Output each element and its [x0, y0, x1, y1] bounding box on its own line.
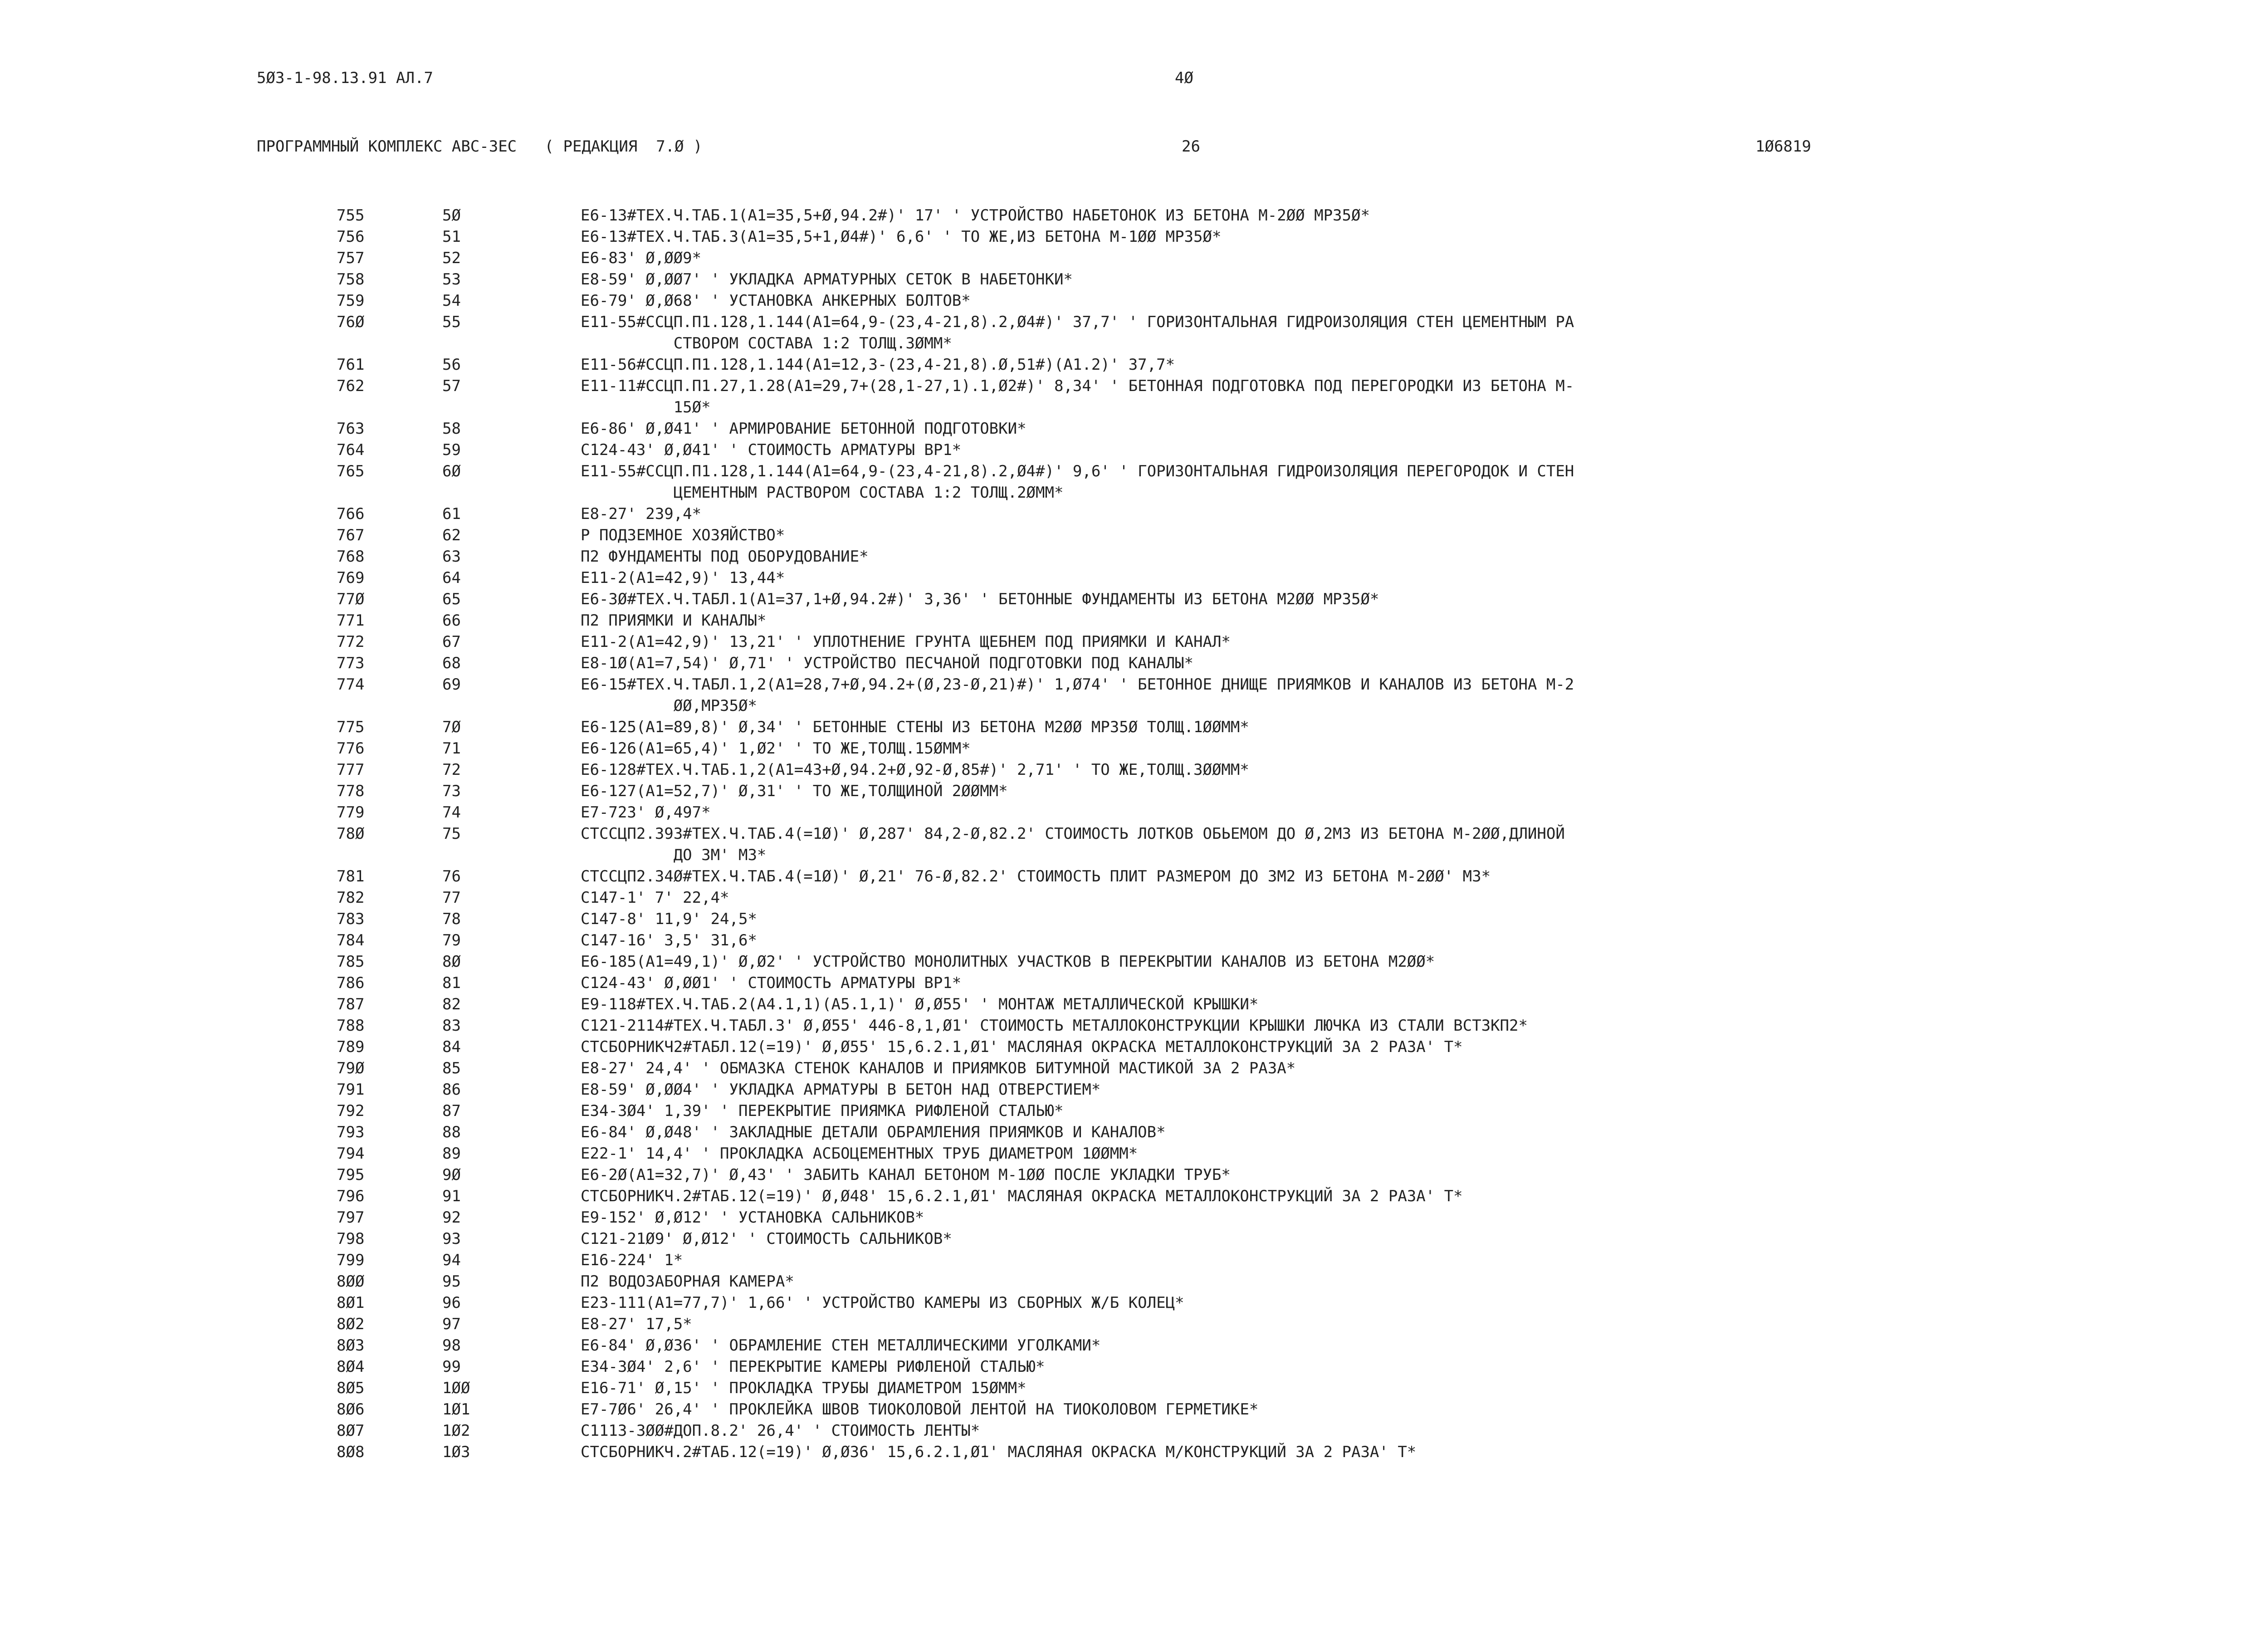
item-number: 65: [442, 590, 461, 608]
item-number: 94: [442, 1251, 461, 1269]
line-number: 762: [337, 377, 365, 395]
listing-row: [0, 738, 2268, 759]
estimate-entry-text: Е16-224' 1*: [581, 1251, 683, 1269]
estimate-entry-text: Е6-79' Ø,Ø68' ' УСТАНОВКА АНКЕРНЫХ БОЛТОВ*: [581, 292, 971, 310]
line-number: 796: [337, 1187, 365, 1205]
item-number: 95: [442, 1272, 461, 1291]
item-number: 78: [442, 910, 461, 928]
line-number: 789: [337, 1038, 365, 1056]
listing-row: [0, 269, 2268, 290]
line-number: 778: [337, 782, 365, 800]
line-number: 8Ø6: [337, 1400, 365, 1419]
listing-row: [0, 1164, 2268, 1186]
estimate-entry-text: Е6-15#ТЕХ.Ч.ТАБЛ.1,2(А1=28,7+Ø,94.2+(Ø,23-Ø,21)#)' 1,Ø74' ' БЕТОННОЕ ДНИЩЕ ПРИЯМКОВ И КАНАЛОВ ИЗ БЕТОНА М-2 ØØ,МРЗ5Ø*: [581, 675, 1574, 715]
listing-row: [0, 1058, 2268, 1079]
listing-row: [0, 781, 2268, 802]
listing-row: [0, 653, 2268, 674]
listing-row: [0, 546, 2268, 568]
line-number: 8ØØ: [337, 1272, 365, 1291]
line-number: 8Ø7: [337, 1422, 365, 1440]
estimate-entry-text: Е11-2(А1=42,9)' 13,44*: [581, 569, 785, 587]
line-number: 785: [337, 953, 365, 971]
listing-row: [0, 802, 2268, 823]
listing-row: [0, 1442, 2268, 1463]
line-number: 784: [337, 931, 365, 949]
item-number: 69: [442, 675, 461, 694]
line-number: 791: [337, 1081, 365, 1099]
item-number: 74: [442, 803, 461, 822]
estimate-entry-text: Е6-125(А1=89,8)' Ø,34' ' БЕТОННЫЕ СТЕНЫ ИЗ БЕТОНА М2ØØ МРЗ5Ø ТОЛЩ.1ØØММ*: [581, 718, 1249, 736]
estimate-entry-text: Е6-127(А1=52,7)' Ø,31' ' ТО ЖЕ,ТОЛЩИНОЙ 2ØØММ*: [581, 782, 1008, 800]
estimate-entry-text: Е11-56#ССЦП.П1.128,1.144(А1=12,3-(23,4-21,8).Ø,51#)(А1.2)' 37,7*: [581, 356, 1175, 374]
line-number: 79Ø: [337, 1059, 365, 1077]
listing-row: [0, 930, 2268, 951]
line-number: 759: [337, 292, 365, 310]
item-number: 9Ø: [442, 1166, 461, 1184]
listing-row: [0, 1271, 2268, 1292]
item-number: 5Ø: [442, 206, 461, 225]
item-number: 92: [442, 1208, 461, 1227]
item-number: 87: [442, 1102, 461, 1120]
estimate-entry-text: Е7-7Ø6' 26,4' ' ПРОКЛЕЙКА ШВОВ ТИОКОЛОВОЙ ЛЕНТОЙ НА ТИОКОЛОВОМ ГЕРМЕТИКЕ*: [581, 1400, 1259, 1419]
line-number: 795: [337, 1166, 365, 1184]
estimate-entry-text: П2 ФУНДАМЕНТЫ ПОД ОБОРУДОВАНИЕ*: [581, 548, 869, 566]
listing-row: [0, 1314, 2268, 1335]
item-number: 62: [442, 526, 461, 544]
line-number: 794: [337, 1145, 365, 1163]
line-number: 797: [337, 1208, 365, 1227]
estimate-entry-text: Е6-84' Ø,Ø48' ' ЗАКЛАДНЫЕ ДЕТАЛИ ОБРАМЛЕНИЯ ПРИЯМКОВ И КАНАЛОВ*: [581, 1123, 1166, 1141]
estimate-entry-text: Е6-13#ТЕХ.Ч.ТАБ.1(А1=35,5+Ø,94.2#)' 17' ' УСТРОЙСТВО НАБЕТОНОК ИЗ БЕТОНА М-2ØØ МРЗ5Ø*: [581, 206, 1370, 225]
listing-row: [0, 674, 2268, 717]
listing-row: [0, 1207, 2268, 1228]
line-number: 783: [337, 910, 365, 928]
estimate-entry-text: С124-43' Ø,Ø41' ' СТОИМОСТЬ АРМАТУРЫ ВР1*: [581, 441, 962, 459]
estimate-entry-text: Е11-55#ССЦП.П1.128,1.144(А1=64,9-(23,4-21,8).2,Ø4#)' 9,6' ' ГОРИЗОНТАЛЬНАЯ ГИДРОИЗОЛЯЦИЯ ПЕРЕГОРОДОК И СТЕН ЦЕМЕНТНЫМ РАСТВОРОМ СОСТАВА 1:2 ТОЛЩ.2ØММ*: [581, 462, 1574, 502]
item-number: 93: [442, 1230, 461, 1248]
listing-row: [0, 909, 2268, 930]
listing-row: [0, 717, 2268, 738]
estimate-entry-text: Р ПОДЗЕМНОЕ ХОЗЯЙСТВО*: [581, 526, 785, 544]
line-number: 766: [337, 505, 365, 523]
estimate-entry-text: Е34-3Ø4' 1,39' ' ПЕРЕКРЫТИЕ ПРИЯМКА РИФЛЕНОЙ СТАЛЬЮ*: [581, 1102, 1064, 1120]
listing-row: [0, 248, 2268, 269]
listing-rows: [0, 205, 2268, 1463]
estimate-entry-text: Е11-11#ССЦП.П1.27,1.28(А1=29,7+(28,1-27,1).1,Ø2#)' 8,34' ' БЕТОННАЯ ПОДГОТОВКА ПОД ПЕРЕГОРОДКИ ИЗ БЕТОНА М- 15Ø*: [581, 377, 1574, 416]
listing-row: [0, 1335, 2268, 1356]
estimate-entry-text: Е11-2(А1=42,9)' 13,21' ' УПЛОТНЕНИЕ ГРУНТА ЩЕБНЕМ ПОД ПРИЯМКИ И КАНАЛ*: [581, 633, 1231, 651]
item-number: 86: [442, 1081, 461, 1099]
line-number: 8Ø8: [337, 1443, 365, 1461]
line-number: 769: [337, 569, 365, 587]
listing-row: [0, 973, 2268, 994]
listing-row: [0, 1378, 2268, 1399]
listing-row: [0, 226, 2268, 248]
estimate-entry-text: Е6-13#ТЕХ.Ч.ТАБ.3(А1=35,5+1,Ø4#)' 6,6' ' ТО ЖЕ,ИЗ БЕТОНА М-1ØØ МРЗ5Ø*: [581, 228, 1222, 246]
item-number: 84: [442, 1038, 461, 1056]
estimate-entry-text: Е8-59' Ø,ØØ4' ' УКЛАДКА АРМАТУРЫ В БЕТОН НАД ОТВЕРСТИЕМ*: [581, 1081, 1101, 1099]
line-number: 8Ø2: [337, 1315, 365, 1333]
item-number: 97: [442, 1315, 461, 1333]
line-number: 772: [337, 633, 365, 651]
line-number: 764: [337, 441, 365, 459]
listing-row: [0, 376, 2268, 418]
item-number: 1ØØ: [442, 1379, 470, 1397]
listing-row: [0, 418, 2268, 440]
estimate-entry-text: Е8-1Ø(А1=7,54)' Ø,71' ' УСТРОЙСТВО ПЕСЧАНОЙ ПОДГОТОВКИ ПОД КАНАЛЫ*: [581, 654, 1194, 672]
item-number: 6Ø: [442, 462, 461, 480]
program-title: ПРОГРАММНЫЙ КОМПЛЕКС АВС-3ЕС ( РЕДАКЦИЯ 7.Ø ): [257, 137, 703, 156]
item-number: 1Ø2: [442, 1422, 470, 1440]
listing-row: [0, 1186, 2268, 1207]
line-number: 777: [337, 761, 365, 779]
item-number: 55: [442, 313, 461, 331]
item-number: 68: [442, 654, 461, 672]
estimate-entry-text: С1113-3ØØ#ДОП.8.2' 26,4' ' СТОИМОСТЬ ЛЕНТЫ*: [581, 1422, 980, 1440]
estimate-entry-text: С147-8' 11,9' 24,5*: [581, 910, 757, 928]
listing-row: [0, 1037, 2268, 1058]
item-number: 58: [442, 420, 461, 438]
line-number: 787: [337, 995, 365, 1013]
estimate-entry-text: Е6-86' Ø,Ø41' ' АРМИРОВАНИЕ БЕТОННОЙ ПОДГОТОВКИ*: [581, 420, 1026, 438]
page-number: 4Ø: [1175, 69, 1193, 87]
estimate-entry-text: СТСБОРНИКЧ.2#ТАБ.12(=19)' Ø,Ø36' 15,6.2.1,Ø1' МАСЛЯНАЯ ОКРАСКА М/КОНСТРУКЦИЙ ЗА 2 РАЗА' Т*: [581, 1443, 1417, 1461]
line-number: 781: [337, 867, 365, 886]
estimate-entry-text: Е6-2Ø(А1=32,7)' Ø,43' ' ЗАБИТЬ КАНАЛ БЕТОНОМ М-1ØØ ПОСЛЕ УКЛАДКИ ТРУБ*: [581, 1166, 1231, 1184]
listing-row: [0, 1399, 2268, 1420]
estimate-entry-text: Е6-185(А1=49,1)' Ø,Ø2' ' УСТРОЙСТВО МОНОЛИТНЫХ УЧАСТКОВ В ПЕРЕКРЫТИИ КАНАЛОВ ИЗ БЕТОНА М2ØØ*: [581, 953, 1435, 971]
estimate-entry-text: Е6-83' Ø,ØØ9*: [581, 249, 702, 267]
listing-row: [0, 290, 2268, 312]
estimate-entry-text: Е9-118#ТЕХ.Ч.ТАБ.2(А4.1,1)(А5.1,1)' Ø,Ø55' ' МОНТАЖ МЕТАЛЛИЧЕСКОЙ КРЫШКИ*: [581, 995, 1259, 1013]
estimate-entry-text: Е11-55#ССЦП.П1.128,1.144(А1=64,9-(23,4-21,8).2,Ø4#)' 37,7' ' ГОРИЗОНТАЛЬНАЯ ГИДРОИЗОЛЯЦИЯ СТЕН ЦЕМЕНТНЫМ РА СТВОРОМ СОСТАВА 1:2 ТОЛЩ.3ØММ*: [581, 313, 1574, 352]
item-number: 81: [442, 974, 461, 992]
estimate-entry-text: Е8-27' 17,5*: [581, 1315, 692, 1333]
listing-row: [0, 1122, 2268, 1143]
item-number: 96: [442, 1294, 461, 1312]
line-number: 8Ø1: [337, 1294, 365, 1312]
line-number: 8Ø4: [337, 1358, 365, 1376]
listing-row: [0, 1250, 2268, 1271]
item-number: 56: [442, 356, 461, 374]
item-number: 61: [442, 505, 461, 523]
item-number: 89: [442, 1145, 461, 1163]
listing-row: [0, 823, 2268, 866]
estimate-entry-text: Е6-126(А1=65,4)' 1,Ø2' ' ТО ЖЕ,ТОЛЩ.15ØММ*: [581, 739, 971, 758]
estimate-entry-text: Е34-3Ø4' 2,6' ' ПЕРЕКРЫТИЕ КАМЕРЫ РИФЛЕНОЙ СТАЛЬЮ*: [581, 1358, 1045, 1376]
line-number: 765: [337, 462, 365, 480]
item-number: 91: [442, 1187, 461, 1205]
listing-row: [0, 1143, 2268, 1164]
item-number: 67: [442, 633, 461, 651]
estimate-entry-text: С121-21Ø9' Ø,Ø12' ' СТОИМОСТЬ САЛЬНИКОВ*: [581, 1230, 952, 1248]
estimate-entry-text: С121-2114#ТЕХ.Ч.ТАБЛ.3' Ø,Ø55' 446-8,1,Ø1' СТОИМОСТЬ МЕТАЛЛОКОНСТРУКЦИИ КРЫШКИ ЛЮЧКА ИЗ СТАЛИ ВСТ3КП2*: [581, 1017, 1528, 1035]
estimate-entry-text: С147-1' 7' 22,4*: [581, 889, 729, 907]
line-number: 78Ø: [337, 825, 365, 843]
estimate-entry-text: СТСБОРНИКЧ2#ТАБЛ.12(=19)' Ø,Ø55' 15,6.2.1,Ø1' МАСЛЯНАЯ ОКРАСКА МЕТАЛЛОКОНСТРУКЦИЙ ЗА 2 РАЗА' Т*: [581, 1038, 1463, 1056]
item-number: 1Ø1: [442, 1400, 470, 1419]
estimate-entry-text: Е9-152' Ø,Ø12' ' УСТАНОВКА САЛЬНИКОВ*: [581, 1208, 924, 1227]
listing-row: [0, 461, 2268, 504]
item-number: 71: [442, 739, 461, 758]
item-number: 64: [442, 569, 461, 587]
estimate-entry-text: П2 ВОДОЗАБОРНАЯ КАМЕРА*: [581, 1272, 794, 1291]
line-number: 782: [337, 889, 365, 907]
listing-row: [0, 610, 2268, 631]
estimate-entry-text: Е8-27' 239,4*: [581, 505, 702, 523]
item-number: 75: [442, 825, 461, 843]
listing-row: [0, 589, 2268, 610]
line-number: 793: [337, 1123, 365, 1141]
listing-row: [0, 887, 2268, 909]
estimate-entry-text: СТСБОРНИКЧ.2#ТАБ.12(=19)' Ø,Ø48' 15,6.2.1,Ø1' МАСЛЯНАЯ ОКРАСКА МЕТАЛЛОКОНСТРУКЦИЙ ЗА 2 РАЗА' Т*: [581, 1187, 1463, 1205]
item-number: 53: [442, 270, 461, 289]
line-number: 771: [337, 612, 365, 630]
line-number: 756: [337, 228, 365, 246]
estimate-entry-text: Е6-128#ТЕХ.Ч.ТАБ.1,2(А1=43+Ø,94.2+Ø,92-Ø,85#)' 2,71' ' ТО ЖЕ,ТОЛЩ.3ØØММ*: [581, 761, 1249, 779]
line-number: 799: [337, 1251, 365, 1269]
estimate-entry-text: Е6-3Ø#ТЕХ.Ч.ТАБЛ.1(А1=37,1+Ø,94.2#)' 3,36' ' БЕТОННЫЕ ФУНДАМЕНТЫ ИЗ БЕТОНА М2ØØ МРЗ5Ø*: [581, 590, 1379, 608]
item-number: 8Ø: [442, 953, 461, 971]
item-number: 1Ø3: [442, 1443, 470, 1461]
line-number: 786: [337, 974, 365, 992]
listing-row: [0, 1292, 2268, 1314]
line-number: 779: [337, 803, 365, 822]
listing-row: [0, 205, 2268, 226]
item-number: 76: [442, 867, 461, 886]
line-number: 77Ø: [337, 590, 365, 608]
estimate-entry-text: Е8-59' Ø,ØØ7' ' УКЛАДКА АРМАТУРНЫХ СЕТОК В НАБЕТОНКИ*: [581, 270, 1073, 289]
listing-row: [0, 1101, 2268, 1122]
item-number: 51: [442, 228, 461, 246]
sheet-number: 26: [1182, 137, 1200, 156]
estimate-entry-text: Е7-723' Ø,497*: [581, 803, 711, 822]
job-number: 1Ø6819: [1755, 137, 1811, 156]
estimate-entry-text: П2 ПРИЯМКИ И КАНАЛЫ*: [581, 612, 767, 630]
listing-row: [0, 440, 2268, 461]
item-number: 73: [442, 782, 461, 800]
estimate-entry-text: Е23-111(А1=77,7)' 1,66' ' УСТРОЙСТВО КАМЕРЫ ИЗ СБОРНЫХ Ж/Б КОЛЕЦ*: [581, 1294, 1184, 1312]
listing-row: [0, 951, 2268, 973]
line-number: 763: [337, 420, 365, 438]
line-number: 768: [337, 548, 365, 566]
line-number: 792: [337, 1102, 365, 1120]
listing-row: [0, 1356, 2268, 1378]
item-number: 7Ø: [442, 718, 461, 736]
estimate-entry-text: С124-43' Ø,ØØ1' ' СТОИМОСТЬ АРМАТУРЫ ВР1*: [581, 974, 962, 992]
listing-row: [0, 866, 2268, 887]
listing-row: [0, 759, 2268, 781]
line-number: 8Ø3: [337, 1336, 365, 1355]
estimate-entry-text: Е22-1' 14,4' ' ПРОКЛАДКА АСБОЦЕМЕНТНЫХ ТРУБ ДИАМЕТРОМ 1ØØММ*: [581, 1145, 1138, 1163]
estimate-entry-text: С147-16' 3,5' 31,6*: [581, 931, 757, 949]
item-number: 83: [442, 1017, 461, 1035]
line-number: 761: [337, 356, 365, 374]
line-number: 767: [337, 526, 365, 544]
line-number: 773: [337, 654, 365, 672]
listing-row: [0, 568, 2268, 589]
item-number: 66: [442, 612, 461, 630]
listing-row: [0, 1228, 2268, 1250]
line-number: 775: [337, 718, 365, 736]
line-number: 788: [337, 1017, 365, 1035]
item-number: 85: [442, 1059, 461, 1077]
line-number: 8Ø5: [337, 1379, 365, 1397]
item-number: 82: [442, 995, 461, 1013]
item-number: 57: [442, 377, 461, 395]
listing-row: [0, 1079, 2268, 1101]
line-number: 774: [337, 675, 365, 694]
listing-row: [0, 631, 2268, 653]
item-number: 98: [442, 1336, 461, 1355]
estimate-entry-text: Е16-71' Ø,15' ' ПРОКЛАДКА ТРУБЫ ДИАМЕТРОМ 15ØММ*: [581, 1379, 1026, 1397]
item-number: 88: [442, 1123, 461, 1141]
line-number: 76Ø: [337, 313, 365, 331]
listing-row: [0, 354, 2268, 376]
line-number: 755: [337, 206, 365, 225]
item-number: 54: [442, 292, 461, 310]
listing-row: [0, 504, 2268, 525]
line-number: 758: [337, 270, 365, 289]
listing-row: [0, 1420, 2268, 1442]
estimate-entry-text: Е8-27' 24,4' ' ОБМАЗКА СТЕНОК КАНАЛОВ И ПРИЯМКОВ БИТУМНОЙ МАСТИКОЙ ЗА 2 РАЗА*: [581, 1059, 1296, 1077]
item-number: 59: [442, 441, 461, 459]
item-number: 77: [442, 889, 461, 907]
listing-row: [0, 312, 2268, 354]
estimate-entry-text: СТССЦП2.34Ø#ТЕХ.Ч.ТАБ.4(=1Ø)' Ø,21' 76-Ø,82.2' СТОИМОСТЬ ПЛИТ РАЗМЕРОМ ДО 3М2 ИЗ БЕТОНА М-2ØØ' М3*: [581, 867, 1491, 886]
item-number: 79: [442, 931, 461, 949]
line-number: 776: [337, 739, 365, 758]
item-number: 99: [442, 1358, 461, 1376]
listing-row: [0, 525, 2268, 546]
document-code: 5Ø3-1-98.13.91 АЛ.7: [257, 69, 433, 87]
listing-row: [0, 994, 2268, 1015]
estimate-entry-text: СТССЦП2.393#ТЕХ.Ч.ТАБ.4(=1Ø)' Ø,287' 84,2-Ø,82.2' СТОИМОСТЬ ЛОТКОВ ОБЬЕМОМ ДО Ø,2М3 ИЗ БЕТОНА М-2ØØ,ДЛИНОЙ ДО 3М' М3*: [581, 825, 1565, 864]
line-number: 798: [337, 1230, 365, 1248]
line-number: 757: [337, 249, 365, 267]
item-number: 63: [442, 548, 461, 566]
estimate-entry-text: Е6-84' Ø,Ø36' ' ОБРАМЛЕНИЕ СТЕН МЕТАЛЛИЧЕСКИМИ УГОЛКАМИ*: [581, 1336, 1101, 1355]
item-number: 72: [442, 761, 461, 779]
item-number: 52: [442, 249, 461, 267]
listing-row: [0, 1015, 2268, 1037]
